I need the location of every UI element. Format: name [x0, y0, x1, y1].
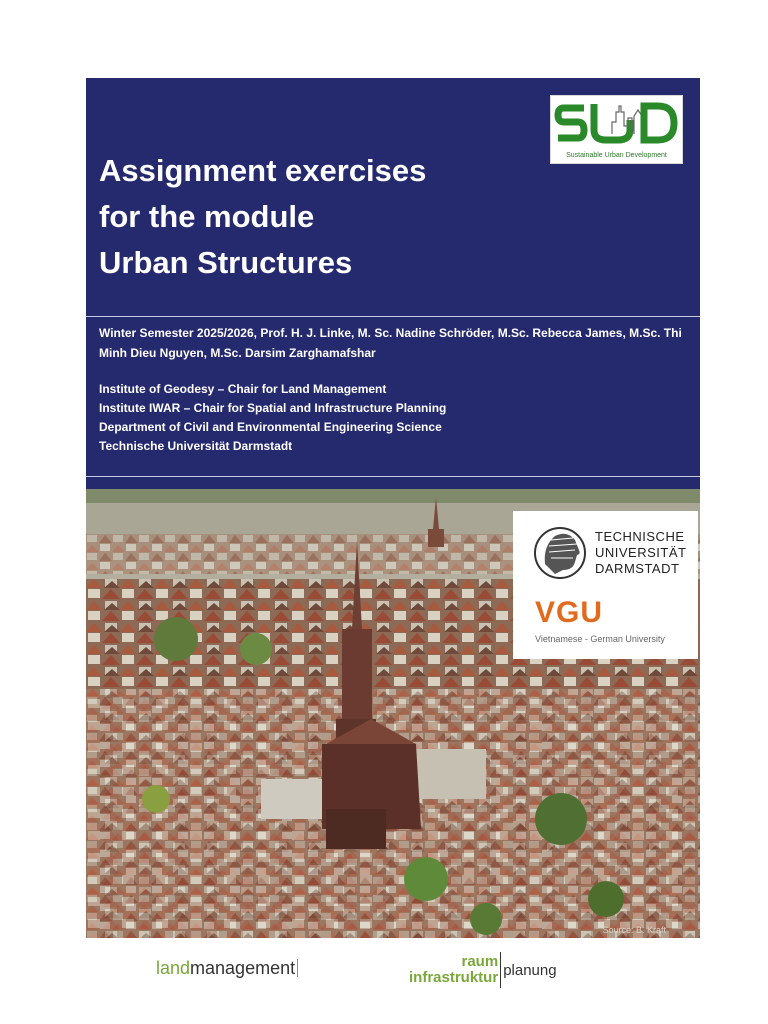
- tu-line-2: UNIVERSITÄT: [595, 545, 687, 560]
- photo-credit: Source: B. Kraft: [602, 925, 666, 935]
- rip-stack: [409, 954, 498, 986]
- title-block: [86, 78, 700, 316]
- affiliation-iwar: Institute IWAR – Chair for Spatial and Infrastructure Planning: [99, 401, 447, 415]
- landmanagement-logo: [156, 958, 298, 979]
- sud-caption: Sustainable Urban Development: [566, 152, 667, 159]
- landmanagement-management: management: [190, 958, 296, 978]
- landmanagement-land: land: [156, 958, 191, 978]
- authors: [99, 323, 700, 363]
- document-title: [99, 148, 519, 286]
- info-divider: [86, 476, 700, 477]
- affiliation-university: Technische Universität Darmstadt: [99, 439, 293, 453]
- vgu-wordmark: VGU: [535, 596, 604, 629]
- landmanagement-rule: [297, 959, 298, 977]
- rip-planung: planung: [503, 961, 557, 979]
- raum-infrastruktur-planung-logo: [409, 952, 557, 988]
- tu-line-3: DARMSTADT: [595, 561, 680, 576]
- affiliations: [99, 380, 446, 456]
- authors-line-2: Minh Dieu Nguyen, M.Sc. Darsim Zarghamafshar: [99, 346, 376, 360]
- rip-separator: [500, 952, 501, 988]
- sud-logo: [550, 95, 683, 164]
- info-block: [86, 316, 700, 489]
- rip-raum: raum: [461, 953, 499, 970]
- sud-logo-mark: [554, 100, 680, 148]
- university-logos: [513, 511, 698, 659]
- authors-line-1: Winter Semester 2025/2026, Prof. H. J. Linke, M. Sc. Nadine Schröder, M.Sc. Rebecca James, M.Sc. Thi: [99, 326, 682, 340]
- tu-darmstadt-wordmark: [595, 529, 686, 577]
- title-line-3: Urban Structures: [99, 245, 353, 280]
- affiliation-department: Department of Civil and Environmental Engineering Science: [99, 420, 442, 434]
- athena-head-icon: [533, 524, 587, 582]
- rip-infrastruktur: infrastruktur: [409, 969, 499, 986]
- affiliation-geodesy: Institute of Geodesy – Chair for Land Management: [99, 382, 387, 396]
- tu-line-1: TECHNISCHE: [595, 529, 685, 544]
- title-line-2: for the module: [99, 199, 315, 234]
- vgu-subtitle: Vietnamese - German University: [535, 634, 665, 644]
- title-line-1: Assignment exercises: [99, 153, 427, 188]
